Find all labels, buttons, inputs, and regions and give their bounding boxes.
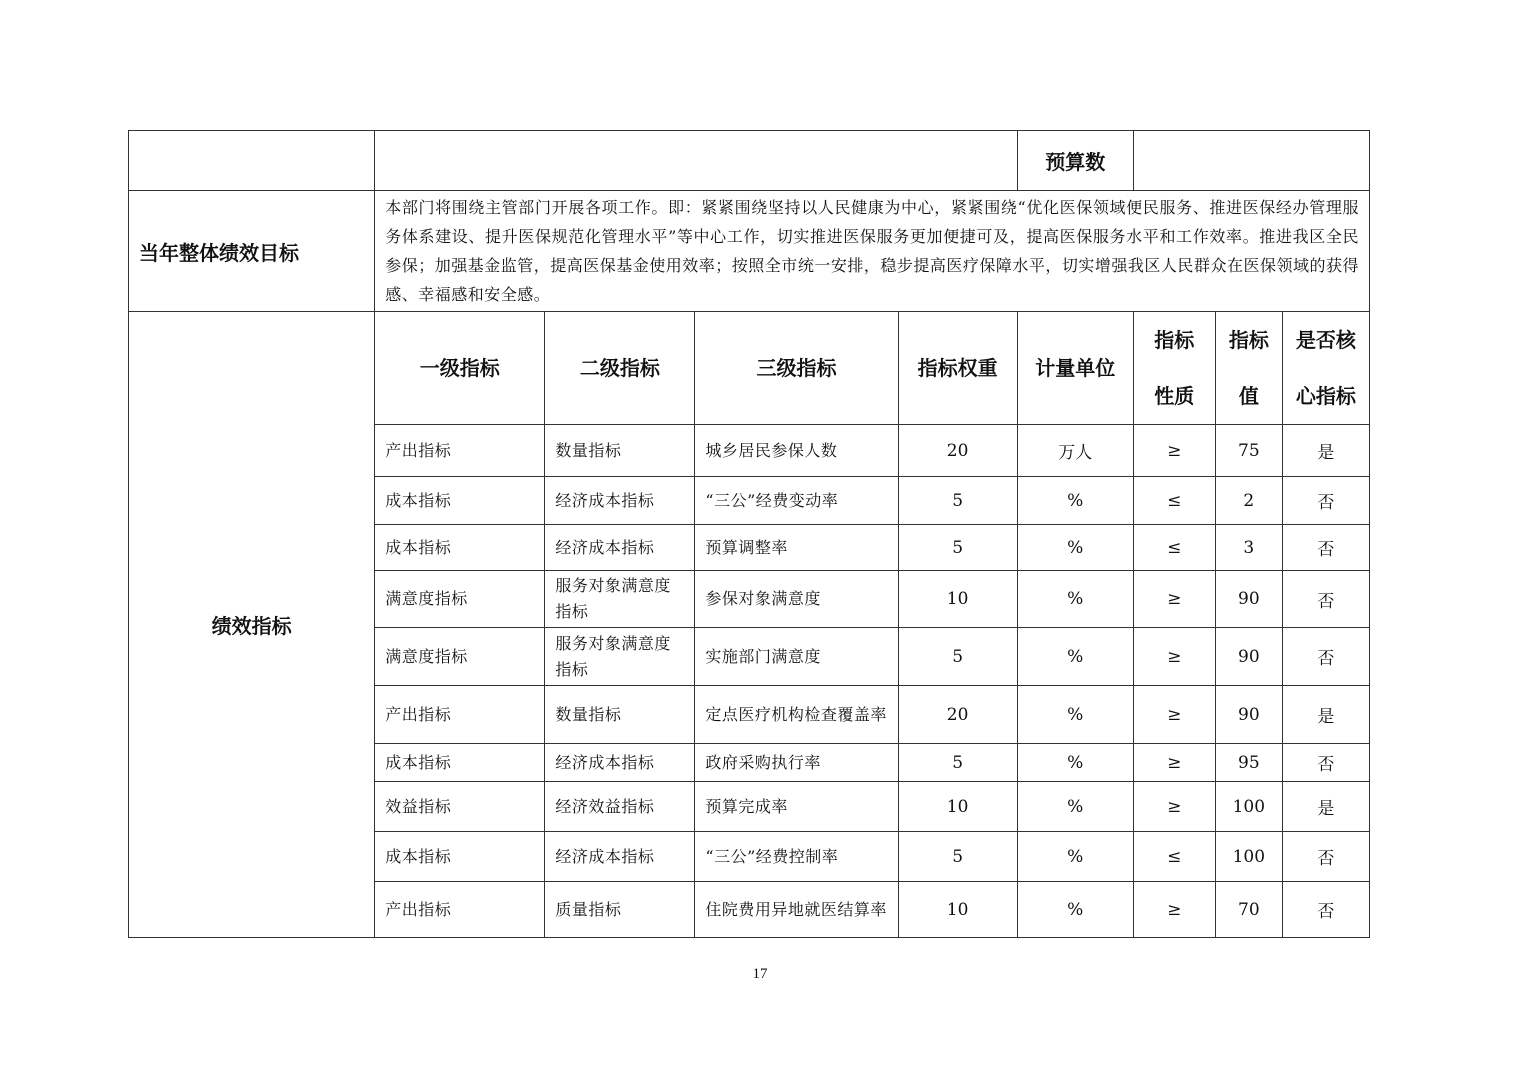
core-flag: 否 [1282,571,1369,628]
level1-indicator: 成本指标 [375,744,545,782]
level3-indicator: 政府采购执行率 [695,744,898,782]
level3-indicator: 参保对象满意度 [695,571,898,628]
weight: 20 [898,425,1017,477]
weight: 5 [898,628,1017,686]
level2-indicator: 经济成本指标 [545,477,695,525]
level2-indicator: 服务对象满意度指标 [545,571,695,628]
indicator-value: 75 [1215,425,1282,477]
core-flag: 否 [1282,477,1369,525]
nature: ≥ [1133,628,1215,686]
nature: ≥ [1133,882,1215,938]
level1-indicator: 产出指标 [375,686,545,744]
weight: 5 [898,525,1017,571]
level3-indicator: 预算调整率 [695,525,898,571]
level1-indicator: 满意度指标 [375,571,545,628]
goal-row [129,191,1370,312]
weight: 20 [898,686,1017,744]
nature: ≥ [1133,744,1215,782]
level1-indicator: 满意度指标 [375,628,545,686]
unit: 万人 [1017,425,1133,477]
level2-indicator: 经济成本指标 [545,525,695,571]
core-flag: 否 [1282,832,1369,882]
level2-indicator: 数量指标 [545,425,695,477]
unit: % [1017,477,1133,525]
core-flag: 否 [1282,525,1369,571]
core-flag: 是 [1282,686,1369,744]
level3-indicator: “三公”经费控制率 [695,832,898,882]
level1-indicator: 效益指标 [375,782,545,832]
nature: ≤ [1133,525,1215,571]
level2-indicator: 经济效益指标 [545,782,695,832]
indicators-label: 绩效指标 [129,312,375,938]
nature: ≥ [1133,686,1215,744]
unit: % [1017,628,1133,686]
level3-indicator: 城乡居民参保人数 [695,425,898,477]
indicator-value: 90 [1215,571,1282,628]
header-level3: 三级指标 [695,312,898,425]
indicator-value: 100 [1215,782,1282,832]
indicator-value: 2 [1215,477,1282,525]
nature: ≥ [1133,425,1215,477]
nature: ≥ [1133,571,1215,628]
indicator-value: 100 [1215,832,1282,882]
level1-indicator: 产出指标 [375,425,545,477]
core-flag: 否 [1282,744,1369,782]
level3-indicator: 定点医疗机构检查覆盖率 [695,686,898,744]
unit: % [1017,525,1133,571]
budget-value [1133,131,1369,191]
unit: % [1017,782,1133,832]
performance-table [128,130,1370,938]
level1-indicator: 成本指标 [375,832,545,882]
nature: ≤ [1133,477,1215,525]
weight: 5 [898,832,1017,882]
level3-indicator: 预算完成率 [695,782,898,832]
indicator-value: 70 [1215,882,1282,938]
header-value: 指标 值 [1215,312,1282,425]
indicator-value: 95 [1215,744,1282,782]
level1-indicator: 产出指标 [375,882,545,938]
header-level1: 一级指标 [375,312,545,425]
level2-indicator: 服务对象满意度指标 [545,628,695,686]
unit: % [1017,832,1133,882]
weight: 5 [898,744,1017,782]
core-flag: 否 [1282,628,1369,686]
indicator-value: 90 [1215,628,1282,686]
header-level2: 二级指标 [545,312,695,425]
level1-indicator: 成本指标 [375,477,545,525]
header-core: 是否核 心指标 [1282,312,1369,425]
level3-indicator: “三公”经费变动率 [695,477,898,525]
core-flag: 是 [1282,782,1369,832]
budget-label: 预算数 [1017,131,1133,191]
header-unit: 计量单位 [1017,312,1133,425]
weight: 10 [898,782,1017,832]
page-number: 17 [752,966,768,982]
empty-cell [375,131,1017,191]
unit: % [1017,571,1133,628]
weight: 10 [898,882,1017,938]
weight: 10 [898,571,1017,628]
indicator-value: 90 [1215,686,1282,744]
level3-indicator: 实施部门满意度 [695,628,898,686]
level2-indicator: 经济成本指标 [545,832,695,882]
header-nature: 指标 性质 [1133,312,1215,425]
core-flag: 是 [1282,425,1369,477]
core-flag: 否 [1282,882,1369,938]
goal-label: 当年整体绩效目标 [129,191,375,312]
header-weight: 指标权重 [898,312,1017,425]
level2-indicator: 数量指标 [545,686,695,744]
goal-text: 本部门将围绕主管部门开展各项工作。即：紧紧围绕坚持以人民健康为中心，紧紧围绕“优化医保领域便民服务、推进医保经办管理服务体系建设、提升医保规范化管理水平”等中心工作，切实推进医保服务更加便捷可及，提高医保服务水平和工作效率。推进我区全民参保；加强基金监管，提高医保基金使用效率；按照全市统一安排，稳步提高医疗保障水平，切实增强我区人民群众在医保领域的获得感、幸福感和安全感。 [375,191,1370,312]
level2-indicator: 质量指标 [545,882,695,938]
empty-cell [129,131,375,191]
weight: 5 [898,477,1017,525]
indicator-value: 3 [1215,525,1282,571]
unit: % [1017,882,1133,938]
budget-row [129,131,1370,191]
level1-indicator: 成本指标 [375,525,545,571]
nature: ≥ [1133,782,1215,832]
level3-indicator: 住院费用异地就医结算率 [695,882,898,938]
unit: % [1017,686,1133,744]
indicator-header-row [129,312,1370,425]
nature: ≤ [1133,832,1215,882]
unit: % [1017,744,1133,782]
level2-indicator: 经济成本指标 [545,744,695,782]
